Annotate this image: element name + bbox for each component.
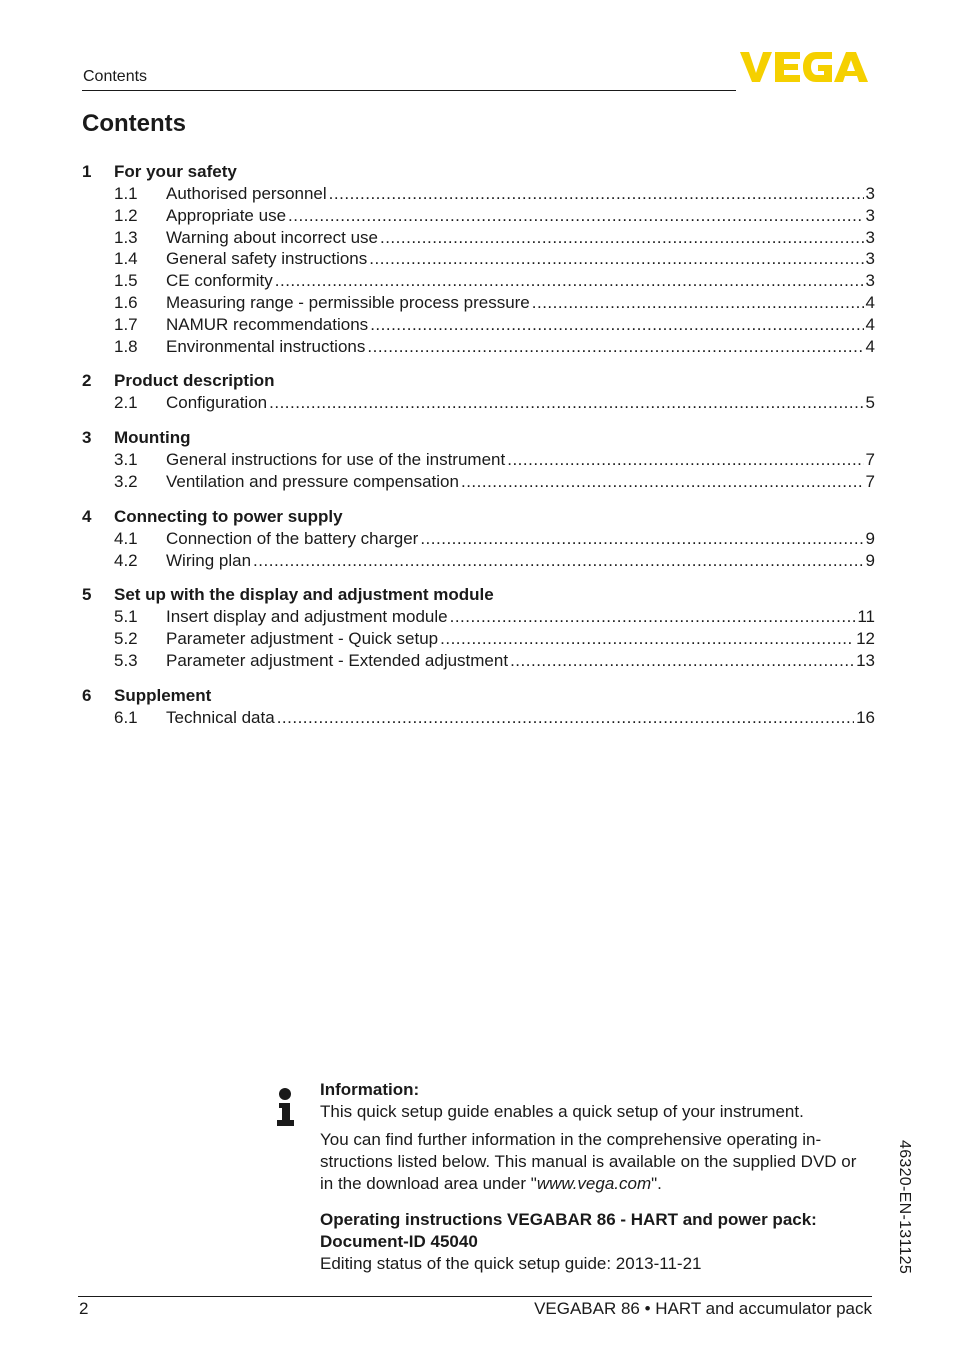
header-divider <box>82 90 736 91</box>
toc-entry-number: 1.8 <box>114 336 138 356</box>
toc-section <box>82 426 875 493</box>
toc-entry[interactable] <box>82 471 875 493</box>
info-para2-end: ". <box>651 1174 662 1193</box>
toc-entry[interactable] <box>82 183 875 205</box>
page-title: Contents <box>82 110 186 137</box>
toc-section-number: 4 <box>82 506 92 526</box>
doc-id: Document-ID 45040 <box>320 1232 478 1251</box>
toc-section <box>82 369 875 414</box>
toc-section-heading[interactable] <box>82 505 875 528</box>
doc-title: Operating instructions VEGABAR 86 - HART and power pack: <box>320 1210 817 1229</box>
toc-entry-title: Technical data <box>166 707 275 727</box>
toc-section-title: Supplement <box>114 685 212 705</box>
toc-section <box>82 583 875 671</box>
toc-entry-title: Appropriate use <box>166 205 287 225</box>
toc-entry-page: 4 <box>865 314 875 334</box>
toc-section-heading[interactable] <box>82 160 875 183</box>
header-label: Contents <box>83 68 148 85</box>
toc-section-heading[interactable] <box>82 583 875 606</box>
toc-entry-page: 3 <box>865 205 875 225</box>
toc-entry-number: 1.1 <box>114 184 138 203</box>
toc-entry-page: 4 <box>865 292 875 312</box>
toc-entry-number: 4.2 <box>114 550 138 570</box>
toc-leader-dots <box>369 248 863 270</box>
info-heading: Information: <box>320 1080 420 1099</box>
document-code: 46320-EN-131125 <box>896 1140 913 1275</box>
toc-entry[interactable] <box>82 336 875 358</box>
toc-entry-title: Configuration <box>166 393 268 413</box>
toc-entry-page: 7 <box>865 450 875 470</box>
toc-entry-page: 7 <box>865 471 875 491</box>
toc-entry-number: 4.1 <box>114 528 138 548</box>
toc-entry-number: 1.2 <box>114 205 138 225</box>
toc-section-heading[interactable] <box>82 426 875 449</box>
toc-entry-number: 1.3 <box>114 227 138 247</box>
toc-leader-dots <box>461 471 864 493</box>
toc-leader-dots <box>370 314 863 336</box>
toc-entry[interactable] <box>82 392 875 414</box>
information-box <box>320 1079 865 1281</box>
toc-entry-title: Measuring range - permissible process pressure <box>166 292 530 312</box>
toc-leader-dots <box>277 707 854 729</box>
toc-entry-page: 11 <box>857 607 875 627</box>
toc-leader-dots <box>510 650 854 672</box>
page-number: 2 <box>79 1299 89 1318</box>
toc-entry-number: 1.5 <box>114 271 138 291</box>
info-paragraph-2 <box>320 1129 865 1195</box>
footer-divider <box>78 1296 872 1297</box>
toc-entry-title: Authorised personnel <box>166 184 327 203</box>
toc-section-title: Mounting <box>114 428 191 448</box>
toc-entry-title: Environmental instructions <box>166 336 366 356</box>
toc-entry-number: 5.2 <box>114 629 138 649</box>
toc-entry-number: 3.1 <box>114 450 138 470</box>
toc-entry[interactable] <box>82 628 875 650</box>
toc-entry[interactable] <box>82 270 875 292</box>
toc-entry-title: Parameter adjustment - Extended adjustment <box>166 650 509 670</box>
toc-entry-page: 9 <box>865 550 875 570</box>
toc-leader-dots <box>532 292 864 314</box>
toc-section-number: 6 <box>82 685 92 705</box>
toc-entry-title: CE conformity <box>166 271 273 291</box>
toc-entry-title: Warning about incorrect use <box>166 227 378 247</box>
toc-entry-page: 3 <box>865 184 875 203</box>
toc-section-number: 5 <box>82 585 92 605</box>
toc-entry[interactable] <box>82 227 875 249</box>
vega-logo <box>740 50 873 84</box>
toc-leader-dots <box>253 550 863 572</box>
toc-entry-number: 1.4 <box>114 249 138 269</box>
toc-leader-dots <box>288 205 864 227</box>
toc-entry[interactable] <box>82 205 875 227</box>
toc-entry-title: Ventilation and pressure compensation <box>166 471 459 491</box>
toc-entry-title: Connection of the battery charger <box>166 528 419 548</box>
toc-entry[interactable] <box>82 606 875 628</box>
toc-section-number: 1 <box>82 162 92 181</box>
toc-entry[interactable] <box>82 449 875 471</box>
toc-leader-dots <box>275 270 864 292</box>
toc-entry-number: 1.6 <box>114 292 138 312</box>
toc-entry-title: Parameter adjustment - Quick setup <box>166 629 439 649</box>
toc-entry-page: 3 <box>865 249 875 269</box>
toc-leader-dots <box>269 392 863 414</box>
info-para2-text: You can find further information in the comprehensive operating in-structions listed below. This manual is available on the supplied DVD or in the download area under " <box>320 1130 857 1193</box>
toc-entry-title: Wiring plan <box>166 550 252 570</box>
toc-entry-page: 13 <box>856 650 875 670</box>
toc-entry-page: 12 <box>856 629 875 649</box>
toc-entry-number: 1.7 <box>114 314 138 334</box>
toc-entry-title: General safety instructions <box>166 249 368 269</box>
toc-entry-number: 5.3 <box>114 650 138 670</box>
toc-section-number: 3 <box>82 428 92 448</box>
toc-leader-dots <box>450 606 856 628</box>
editing-status: Editing status of the quick setup guide: 2013-11-21 <box>320 1254 702 1273</box>
info-line-1: This quick setup guide enables a quick setup of your instrument. <box>320 1102 804 1121</box>
footer-product: VEGABAR 86 • HART and accumulator pack <box>534 1299 872 1318</box>
toc-section <box>82 160 875 357</box>
table-of-contents <box>82 160 875 741</box>
toc-leader-dots <box>507 449 863 471</box>
vega-website-link[interactable]: www.vega.com <box>536 1174 652 1193</box>
toc-leader-dots <box>380 227 864 249</box>
toc-section-number: 2 <box>82 371 92 391</box>
toc-section <box>82 684 875 729</box>
toc-section-title: Product description <box>114 371 275 391</box>
toc-entry[interactable] <box>82 248 875 270</box>
toc-entry[interactable] <box>82 292 875 314</box>
toc-section-title: For your safety <box>114 162 237 181</box>
toc-section-title: Connecting to power supply <box>114 506 343 526</box>
toc-leader-dots <box>420 528 863 550</box>
toc-entry-number: 3.2 <box>114 471 138 491</box>
toc-entry-page: 9 <box>865 528 875 548</box>
toc-entry-number: 2.1 <box>114 393 138 413</box>
toc-entry[interactable] <box>82 650 875 672</box>
toc-leader-dots <box>329 183 864 205</box>
toc-entry-page: 4 <box>865 336 875 356</box>
toc-section <box>82 505 875 572</box>
toc-leader-dots <box>440 628 854 650</box>
toc-entry[interactable] <box>82 314 875 336</box>
toc-entry[interactable] <box>82 528 875 550</box>
toc-section-heading[interactable] <box>82 369 875 392</box>
toc-entry-title: NAMUR recommendations <box>166 314 369 334</box>
toc-entry-title: Insert display and adjustment module <box>166 607 448 627</box>
toc-entry-number: 6.1 <box>114 707 138 727</box>
toc-entry[interactable] <box>82 550 875 572</box>
toc-section-heading[interactable] <box>82 684 875 707</box>
toc-entry-page: 5 <box>865 393 875 413</box>
toc-entry-page: 16 <box>856 707 875 727</box>
toc-leader-dots <box>367 336 863 358</box>
toc-entry[interactable] <box>82 707 875 729</box>
toc-entry-page: 3 <box>865 227 875 247</box>
toc-entry-title: General instructions for use of the instrument <box>166 450 506 470</box>
toc-entry-page: 3 <box>865 271 875 291</box>
info-icon <box>275 1087 295 1127</box>
toc-section-title: Set up with the display and adjustment module <box>114 585 494 605</box>
toc-entry-number: 5.1 <box>114 607 138 627</box>
